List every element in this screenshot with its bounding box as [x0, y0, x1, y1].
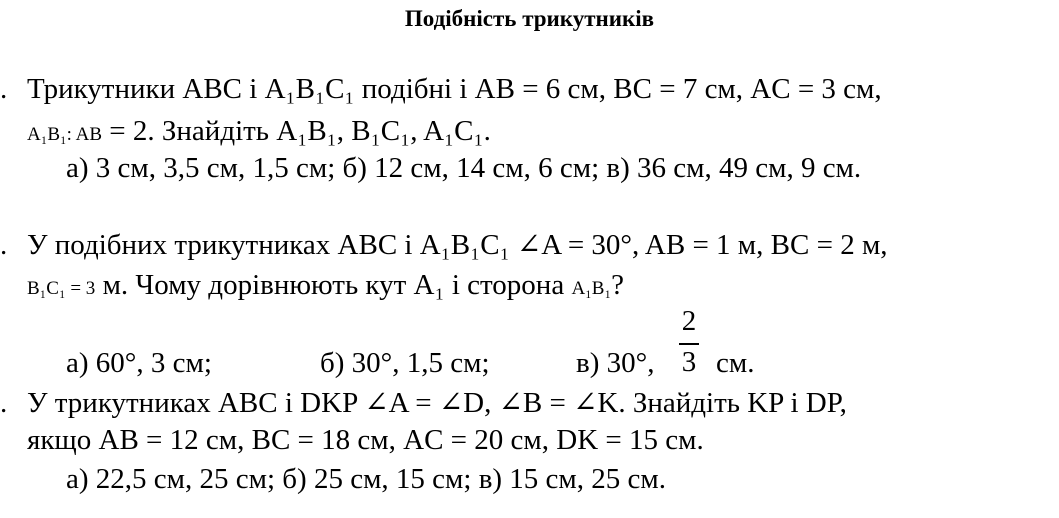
q2-line2	[27, 268, 624, 306]
page-title: Подібність трикутників	[404, 6, 655, 31]
q1-line1: Трикутники ABC і A₁B₁C₁ подібні і AB = 6 см, BC = 7 см, AC = 3 см,	[27, 73, 882, 105]
fraction-bar	[679, 343, 699, 345]
q3-line2: якщо AB = 12 см, BC = 18 см, AC = 20 см, DK = 15 см.	[27, 424, 704, 456]
q2-question: м. Чому дорівнюють кут A₁ і сторона	[95, 269, 572, 301]
q3-line1: У трикутниках ABC і DKP ∠A = ∠D, ∠B = ∠K. Знайдіть KP і DP,	[27, 387, 847, 419]
fraction-numerator: 2	[681, 305, 697, 337]
q2-line1: У подібних трикутниках ABC і A₁B₁C₁ ∠A = 30°, AB = 1 м, BC = 2 м,	[27, 229, 888, 261]
q3-answers: а) 22,5 см, 25 см; б) 25 см, 15 см; в) 15 см, 25 см.	[66, 463, 666, 495]
q1-ratio: A₁B₁: AB	[27, 124, 103, 145]
q2-qmark: ?	[611, 269, 624, 301]
q2-bullet: .	[0, 229, 8, 261]
q1-task: = 2. Знайдіть A₁B₁, B₁C₁, A₁C₁.	[102, 115, 491, 147]
fraction-denominator: 3	[681, 346, 697, 378]
q2-given-side: B₁C₁ = 3	[27, 278, 96, 299]
q1-answers: а) 3 см, 3,5 см, 1,5 см; б) 12 см, 14 см, 6 см; в) 36 см, 49 см, 9 см.	[66, 152, 862, 184]
q3-bullet: .	[0, 387, 8, 419]
q1-line2	[27, 114, 491, 152]
q2-side-label: A₁B₁	[571, 278, 612, 299]
q2-answer-c-unit: см.	[716, 347, 755, 379]
q2-answer-c: в) 30°,	[576, 347, 655, 379]
q2-answer-b: б) 30°, 1,5 см;	[320, 347, 490, 379]
q2-answer-a: а) 60°, 3 см;	[66, 347, 212, 379]
q1-bullet: .	[0, 73, 8, 105]
